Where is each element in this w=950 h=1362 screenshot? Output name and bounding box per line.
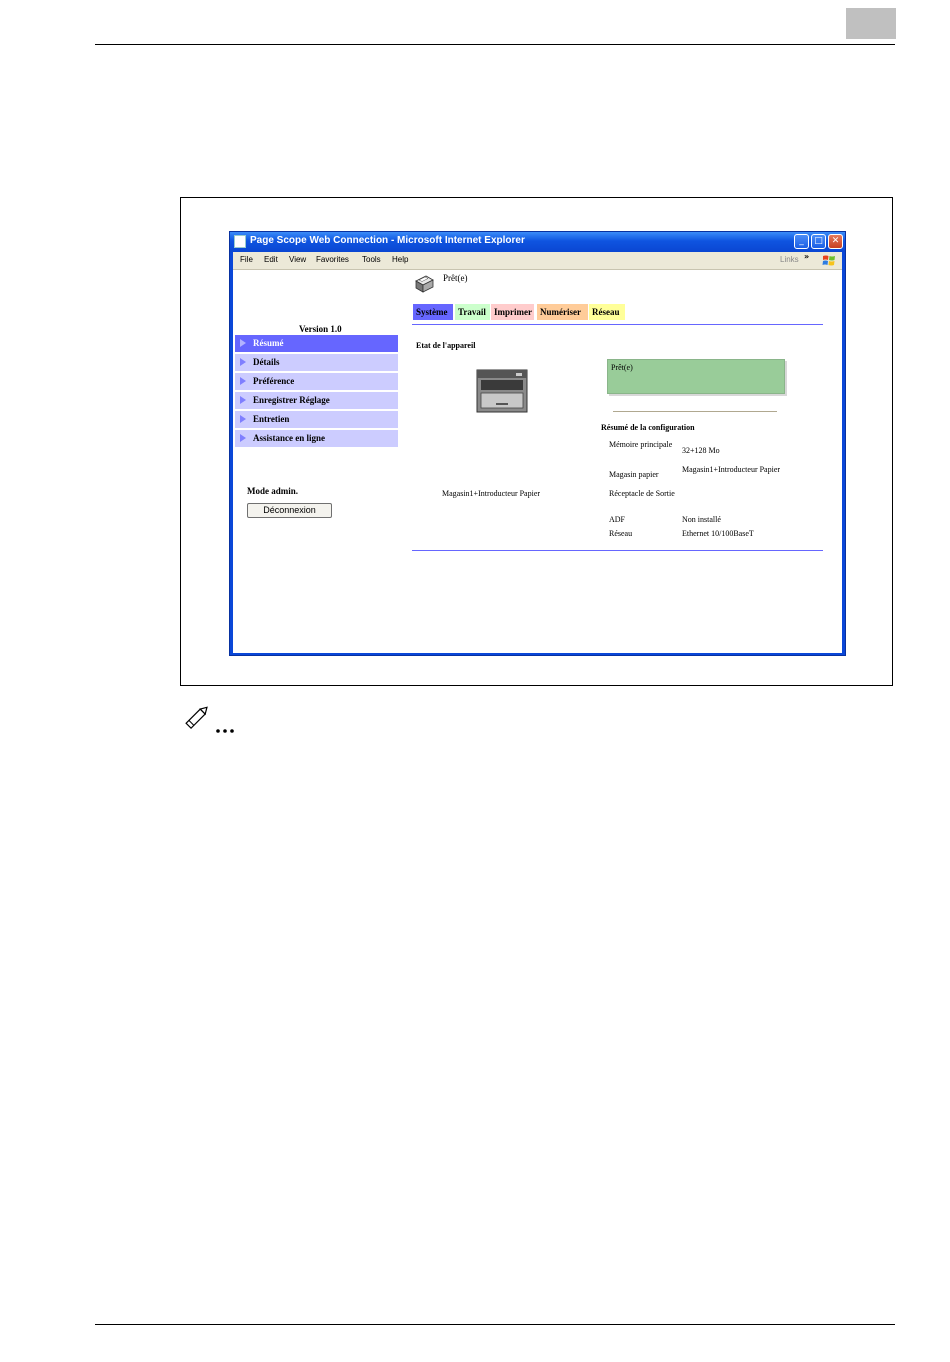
config-value-magasin: Magasin1+Introducteur Papier — [682, 465, 781, 474]
tabs-divider — [412, 324, 823, 325]
config-label-memoire: Mémoire principale — [609, 440, 673, 449]
config-value-reseau: Ethernet 10/100BaseT — [682, 529, 754, 538]
tab-imprimer[interactable]: Imprimer — [491, 304, 534, 320]
tab-systeme[interactable]: Système — [413, 304, 453, 320]
maximize-button[interactable]: □ — [811, 234, 826, 249]
sidebar-item-label: Enregistrer Réglage — [253, 395, 330, 405]
content-bottom-divider — [412, 550, 823, 551]
sidebar-item-label: Entretien — [253, 414, 290, 424]
tab-numeriser[interactable]: Numériser — [537, 304, 588, 320]
config-value-memoire: 32+128 Mo — [682, 446, 720, 455]
config-label-receptacle: Réceptacle de Sortie — [609, 489, 675, 498]
links-button[interactable]: Links — [780, 255, 799, 264]
config-value-adf: Non installé — [682, 515, 721, 524]
logout-button[interactable]: Déconnexion — [247, 503, 332, 518]
tab-travail[interactable]: Travail — [455, 304, 490, 320]
device-caption: Magasin1+Introducteur Papier — [442, 489, 541, 498]
header-status-text: Prêt(e) — [443, 273, 468, 283]
menu-bar — [233, 252, 842, 270]
status-panel — [607, 359, 785, 394]
chevron-right-icon[interactable]: » — [804, 252, 810, 261]
printer-status-icon — [413, 272, 435, 294]
sidebar-item-preference[interactable] — [235, 373, 398, 391]
menu-edit[interactable]: Edit — [264, 255, 278, 264]
sidebar-item-details[interactable] — [235, 354, 398, 372]
browser-window — [229, 231, 846, 656]
sidebar-item-resume[interactable] — [235, 335, 398, 353]
arrow-right-icon — [240, 358, 246, 366]
windows-logo-icon — [820, 253, 838, 268]
note-pencil-icon — [184, 705, 254, 733]
tab-reseau[interactable]: Réseau — [589, 304, 625, 320]
version-label: Version 1.0 — [299, 324, 342, 334]
sidebar-item-assistance[interactable] — [235, 430, 398, 448]
menu-tools[interactable]: Tools — [362, 255, 381, 264]
menu-view[interactable]: View — [289, 255, 307, 264]
config-label-adf: ADF — [609, 515, 626, 524]
printer-image — [476, 369, 528, 413]
menu-favorites[interactable]: Favorites — [316, 255, 349, 264]
status-panel-text: Prêt(e) — [611, 363, 633, 372]
admin-mode-label: Mode admin. — [247, 486, 299, 496]
title-bar[interactable] — [230, 232, 845, 252]
sidebar-item-enregistrer-reglage[interactable] — [235, 392, 398, 410]
sidebar-item-entretien[interactable] — [235, 411, 398, 429]
window-title: Page Scope Web Connection - Microsoft Internet Explorer — [250, 235, 525, 246]
section-title: Etat de l'appareil — [416, 341, 476, 350]
config-divider — [613, 411, 777, 412]
sidebar-item-label: Préférence — [253, 376, 295, 386]
menu-help[interactable]: Help — [392, 255, 409, 264]
header-rule — [95, 44, 895, 45]
ie-page-icon — [234, 235, 246, 248]
minimize-button[interactable]: _ — [794, 234, 809, 249]
arrow-right-icon — [240, 377, 246, 385]
arrow-right-icon — [240, 434, 246, 442]
config-label-reseau: Réseau — [609, 529, 633, 538]
sidebar-item-label: Assistance en ligne — [253, 433, 325, 443]
menu-file[interactable]: File — [240, 255, 253, 264]
page-content — [233, 270, 842, 653]
arrow-right-icon — [240, 339, 246, 347]
sidebar-item-label: Détails — [253, 357, 280, 367]
chapter-tab — [846, 8, 896, 39]
config-title: Résumé de la configuration — [601, 423, 695, 432]
sidebar-item-label: Résumé — [253, 338, 284, 348]
config-label-magasin: Magasin papier — [609, 470, 659, 479]
footer-rule — [95, 1324, 895, 1325]
arrow-right-icon — [240, 415, 246, 423]
close-button[interactable]: ✕ — [828, 234, 843, 249]
arrow-right-icon — [240, 396, 246, 404]
